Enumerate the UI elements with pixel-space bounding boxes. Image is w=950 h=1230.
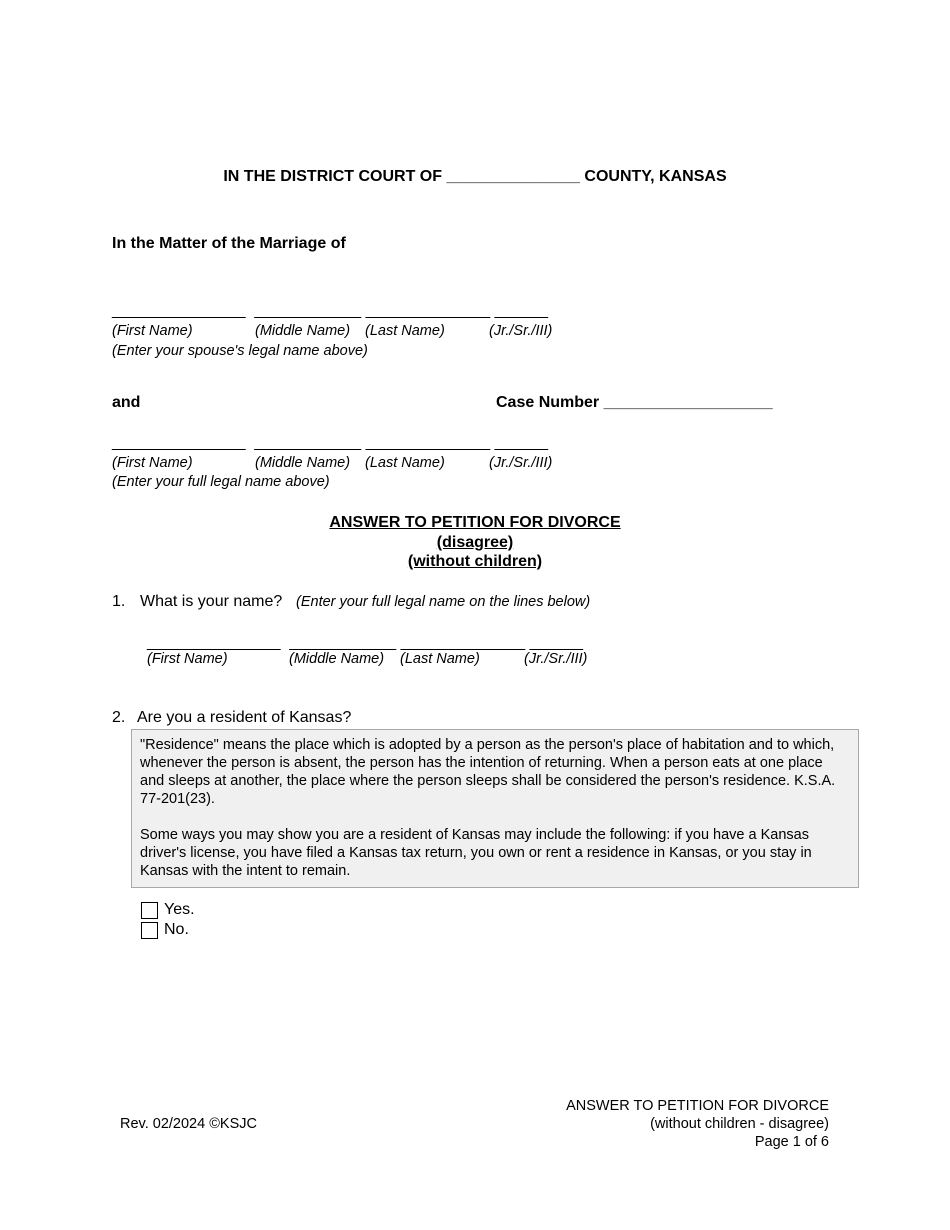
matter-of-heading: In the Matter of the Marriage of xyxy=(112,235,346,252)
no-option-label: No. xyxy=(164,921,189,938)
own-suffix-label: (Jr./Sr./III) xyxy=(489,455,553,471)
no-checkbox[interactable] xyxy=(141,922,158,939)
question-1-name-lines[interactable]: _______________ ____________ ______________ ______ xyxy=(147,634,584,651)
spouse-last-name-label: (Last Name) xyxy=(365,323,445,339)
own-first-name-label: (First Name) xyxy=(112,455,193,471)
own-name-lines[interactable]: _______________ ____________ ______________ ______ xyxy=(112,434,549,451)
question-2-text: Are you a resident of Kansas? xyxy=(137,709,352,726)
case-number-field[interactable]: Case Number ___________________ xyxy=(496,394,773,411)
spouse-name-lines[interactable]: _______________ ____________ ______________ ______ xyxy=(112,302,549,319)
residence-proof-examples: Some ways you may show you are a resident of Kansas may include the following: if you have a Kansas driver's license, you have filed a Kansas tax return, you own or rent a residence in Kansas, or you stay in Kansas with the intent to remain. xyxy=(140,827,812,879)
and-label: and xyxy=(112,394,141,411)
page-number: Page 1 of 6 xyxy=(754,1134,829,1150)
footer-document-title: ANSWER TO PETITION FOR DIVORCE xyxy=(566,1098,829,1114)
own-last-name-label: (Last Name) xyxy=(365,455,445,471)
spouse-name-instruction: (Enter your spouse's legal name above) xyxy=(112,343,368,359)
revision-notice: Rev. 02/2024 ©KSJC xyxy=(120,1116,257,1132)
question-1-instruction: (Enter your full legal name on the lines below) xyxy=(296,594,591,610)
footer-document-subtitle: (without children - disagree) xyxy=(650,1116,829,1132)
residence-definition: "Residence" means the place which is adopted by a person as the person's place of habitation and to which, whenever the person is absent, the person has the intention of returning. When a person eats at one place and sleeps at another, the place where the person sleeps shall be considered the person's residence. K.S.A. 77-201(23). xyxy=(140,737,836,807)
spouse-suffix-label: (Jr./Sr./III) xyxy=(489,323,553,339)
court-title: IN THE DISTRICT COURT OF _______________ COUNTY, KANSAS xyxy=(223,168,727,185)
spouse-middle-name-label: (Middle Name) xyxy=(255,323,351,339)
document-subtitle-without-children: (without children) xyxy=(407,553,543,570)
spouse-first-name-label: (First Name) xyxy=(112,323,193,339)
document-title: ANSWER TO PETITION FOR DIVORCE xyxy=(329,514,621,531)
q1-last-name-label: (Last Name) xyxy=(400,651,480,667)
document-subtitle-disagree: (disagree) xyxy=(436,534,514,551)
question-1-text: What is your name? xyxy=(140,593,283,610)
own-name-instruction: (Enter your full legal name above) xyxy=(112,474,330,490)
q1-middle-name-label: (Middle Name) xyxy=(289,651,385,667)
question-2-number: 2. xyxy=(112,709,126,726)
yes-checkbox[interactable] xyxy=(141,902,158,919)
question-1-number: 1. xyxy=(112,593,126,610)
yes-option-label: Yes. xyxy=(164,901,195,918)
q1-suffix-label: (Jr./Sr./III) xyxy=(524,651,588,667)
own-middle-name-label: (Middle Name) xyxy=(255,455,351,471)
residence-info-box xyxy=(131,729,859,888)
q1-first-name-label: (First Name) xyxy=(147,651,228,667)
